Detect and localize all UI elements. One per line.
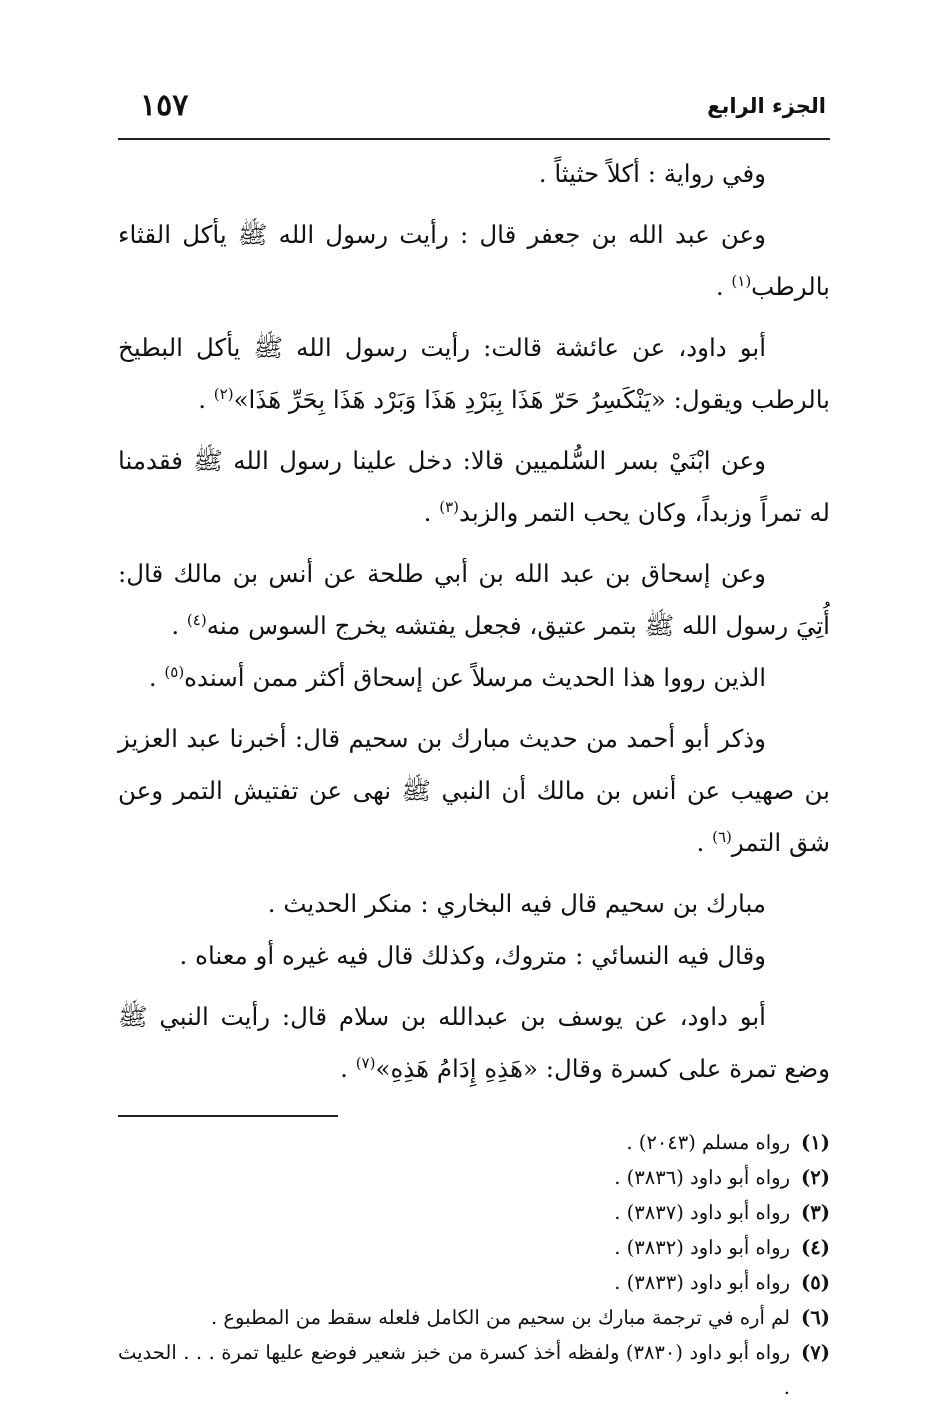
paragraph (118, 435, 830, 539)
paragraph (118, 991, 830, 1095)
footnote-text: لم أره في ترجمة مبارك بن سحيم من الكامل فلعله سقط من المطبوع . (210, 1306, 790, 1329)
footnote-number: (٥) (801, 1271, 830, 1294)
footnote-ref: (٢) (213, 384, 234, 403)
footnote (118, 1195, 830, 1230)
footnote-text: رواه أبو داود (٣٨٣٦) . (614, 1166, 790, 1189)
paragraph-text: وذكر أبو أحمد من حديث مبارك بن سحيم قال: أخبرنا عبد العزيز بن صهيب عن أنس بن مالك أن النبي ﷺ نهى عن تفتيش التمر وعن شق التمر (118, 724, 830, 857)
book-page (118, 82, 830, 1405)
footnote-separator (118, 1115, 338, 1117)
paragraph (118, 930, 830, 982)
paragraph-text: الذين رووا هذا الحديث مرسلاً عن إسحاق أكثر ممن أسنده (184, 663, 766, 692)
footnote-ref: (١) (731, 271, 752, 290)
paragraph-end: . (696, 828, 713, 857)
page-number: ١٥٧ (140, 88, 189, 123)
paragraph-text: وعن إسحاق بن عبد الله بن أبي طلحة عن أنس بن مالك قال: أُتِيَ رسول الله ﷺ بتمر عتيق، فجعل يفتشه يخرج السوس منه (118, 559, 830, 640)
paragraph-text: وقال فيه النسائي : متروك، وكذلك قال فيه غيره أو معناه . (179, 941, 766, 970)
page-header (118, 82, 830, 140)
footnote-text: رواه أبو داود (٣٨٣٧) . (614, 1201, 790, 1224)
paragraph-text: وفي رواية : أكلاً حثيثاً . (538, 159, 766, 188)
paragraph-end: . (148, 663, 165, 692)
footnote (118, 1265, 830, 1300)
paragraph (118, 713, 830, 869)
footnote-number: (٤) (801, 1236, 830, 1259)
footnote (118, 1230, 830, 1265)
footnote-number: (١) (801, 1131, 830, 1154)
paragraph (118, 878, 830, 930)
footnote-number: (٢) (801, 1166, 830, 1189)
footnote-ref: (٥) (164, 662, 185, 681)
footnote-ref: (٤) (186, 610, 207, 629)
paragraph-text: وعن ابْنَيْ بسر السُّلميين قالا: دخل علينا رسول الله ﷺ فقدمنا له تمراً وزبداً، وكان يحب التمر والزبد (118, 446, 830, 527)
footnote-text: رواه أبو داود (٣٨٣٢) . (614, 1236, 790, 1259)
paragraph (118, 209, 830, 313)
footnotes (118, 1125, 830, 1405)
footnote (118, 1125, 830, 1160)
footnote-ref: (٣) (439, 497, 460, 516)
running-head: الجزء الرابع (707, 94, 826, 118)
footnote-number: (٣) (801, 1201, 830, 1224)
paragraph-end: . (171, 611, 187, 640)
footnote-text: رواه أبو داود (٣٨٣٠) ولفظه أخذ كسرة من خبز شعير فوضع عليها تمرة . . . الحديث . (118, 1341, 790, 1399)
footnote-number: (٦) (801, 1306, 830, 1329)
paragraph-end: . (198, 385, 214, 414)
paragraph-end: . (340, 1054, 356, 1083)
footnote-ref: (٧) (355, 1053, 376, 1072)
paragraph-end: . (423, 498, 440, 527)
footnote (118, 1160, 830, 1195)
paragraph-text: مبارك بن سحيم قال فيه البخاري : منكر الحديث . (267, 889, 766, 918)
footnote (118, 1335, 830, 1405)
paragraph-text: أبو داود، عن يوسف بن عبدالله بن سلام قال: رأيت النبي ﷺ وضع تمرة على كسرة وقال: «هَذِهِ إِدَامُ هَذِهِ» (118, 1002, 830, 1083)
footnote (118, 1300, 830, 1335)
paragraph (118, 652, 830, 704)
paragraph-text: وعن عبد الله بن جعفر قال : رأيت رسول الله ﷺ يأكل القثاء بالرطب (118, 220, 830, 301)
paragraph (118, 148, 830, 200)
paragraph-text: أبو داود، عن عائشة قالت: رأيت رسول الله ﷺ يأكل البطيخ بالرطب ويقول: «يَنْكَسِرُ حَرّ هَذَا بِبَرْدِ هَذَا وَبَرْد هَذَا بِحَرِّ هَذَا» (118, 333, 830, 414)
footnote-number: (٧) (801, 1341, 830, 1364)
footnote-text: رواه مسلم (٢٠٤٣) . (626, 1131, 790, 1154)
footnote-ref: (٦) (712, 827, 732, 846)
paragraph (118, 548, 830, 652)
footnote-text: رواه أبو داود (٣٨٣٣) . (614, 1271, 790, 1294)
paragraph (118, 322, 830, 426)
paragraph-end: . (715, 272, 732, 301)
main-text (118, 148, 830, 1095)
